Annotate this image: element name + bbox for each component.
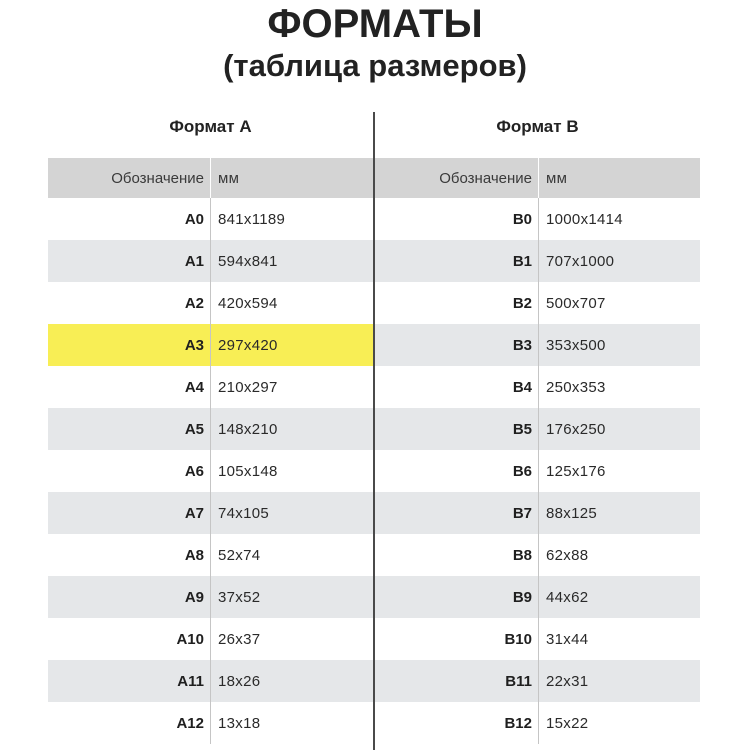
format-code: B0 [512,210,532,228]
unit-header: мм [218,169,240,187]
format-size: 176x250 [546,420,606,438]
format-code: B4 [512,378,532,396]
format-size: 44x62 [546,588,589,606]
format-code: B8 [512,546,532,564]
format-size: 250x353 [546,378,606,396]
format-size: 62x88 [546,546,589,564]
table-row [48,492,373,534]
column-separator [210,240,211,282]
format-code: A12 [176,714,204,732]
table-row [375,282,700,324]
table-row [48,324,373,366]
format-size: 22x31 [546,672,589,690]
column-separator [210,366,211,408]
column-separator [538,408,539,450]
table-row [375,702,700,744]
page-subtitle: (таблица размеров) [223,48,527,83]
format-size: 353x500 [546,336,606,354]
table-row [375,324,700,366]
format-size: 841x1189 [218,210,286,228]
column-separator [210,534,211,576]
table-row [375,450,700,492]
format-code: A11 [177,672,204,690]
column-separator [538,450,539,492]
table-row [375,366,700,408]
format-code: A1 [184,252,204,270]
format-code: A9 [184,588,204,606]
column-separator [210,660,211,702]
format-code: B10 [504,630,532,648]
format-code: B1 [512,252,532,270]
format-code: B7 [512,504,532,522]
format-code: B12 [504,714,532,732]
format-code: A7 [184,504,204,522]
table-row [48,408,373,450]
format-size: 125x176 [546,462,606,480]
format-code: B3 [512,336,532,354]
table-row [48,534,373,576]
unit-header: мм [546,169,568,187]
format-size: 74x105 [218,504,270,522]
designation-header: Обозначение [111,169,204,187]
format-size: 31x44 [546,630,589,648]
format-code: A6 [184,462,204,480]
designation-header: Обозначение [439,169,532,187]
format-size: 18x26 [218,672,261,690]
column-separator [538,576,539,618]
column-separator [538,198,539,240]
column-separator [538,534,539,576]
column-separator [210,158,211,198]
format-size: 148x210 [218,420,278,438]
column-separator [210,618,211,660]
format-size: 13x18 [218,714,261,732]
column-separator [538,158,539,198]
format-size: 297x420 [218,336,278,354]
table-row [48,660,373,702]
column-separator [538,282,539,324]
format-size: 52x74 [218,546,261,564]
format-size: 105x148 [218,462,278,480]
column-separator [538,240,539,282]
format-size: 26x37 [218,630,261,648]
table-row [375,618,700,660]
format-b-table [375,158,700,744]
column-separator [538,618,539,660]
table-row [48,240,373,282]
table-header-row [375,158,700,198]
column-separator [538,324,539,366]
column-separator [538,660,539,702]
format-size: 594x841 [218,252,278,270]
format-size: 420x594 [218,294,278,312]
format-a-table [48,158,373,744]
page-title: ФОРМАТЫ [267,2,483,46]
format-size: 88x125 [546,504,598,522]
format-code: A3 [184,336,204,354]
format-size: 37x52 [218,588,261,606]
format-size: 500x707 [546,294,606,312]
table-row [48,702,373,744]
format-code: B9 [512,588,532,606]
format-code: A10 [176,630,204,648]
format-code: B2 [512,294,532,312]
column-separator [210,408,211,450]
format-code: A5 [184,420,204,438]
table-row [375,240,700,282]
table-row [375,198,700,240]
column-separator [538,702,539,744]
table-row [48,282,373,324]
format-size: 707x1000 [546,252,615,270]
column-separator [210,450,211,492]
column-separator [210,324,211,366]
table-row [48,450,373,492]
format-size: 1000x1414 [546,210,623,228]
table-header-row [48,158,373,198]
column-separator [210,198,211,240]
column-separator [538,492,539,534]
column-separator [538,366,539,408]
table-row [48,198,373,240]
format-code: A2 [184,294,204,312]
table-row [48,576,373,618]
column-separator [210,576,211,618]
column-separator [210,282,211,324]
table-row [48,618,373,660]
format-b-title: Формат В [496,117,579,136]
format-code: A8 [184,546,204,564]
table-row [375,576,700,618]
format-code: B6 [512,462,532,480]
format-size: 15x22 [546,714,589,732]
table-row [375,660,700,702]
format-a-title: Формат А [169,117,252,136]
format-code: B11 [505,672,532,690]
format-size: 210x297 [218,378,278,396]
table-row [375,534,700,576]
column-separator [210,492,211,534]
format-code: B5 [512,420,532,438]
column-separator [210,702,211,744]
table-row [375,492,700,534]
format-code: A0 [184,210,204,228]
table-row [375,408,700,450]
format-code: A4 [184,378,204,396]
table-row [48,366,373,408]
